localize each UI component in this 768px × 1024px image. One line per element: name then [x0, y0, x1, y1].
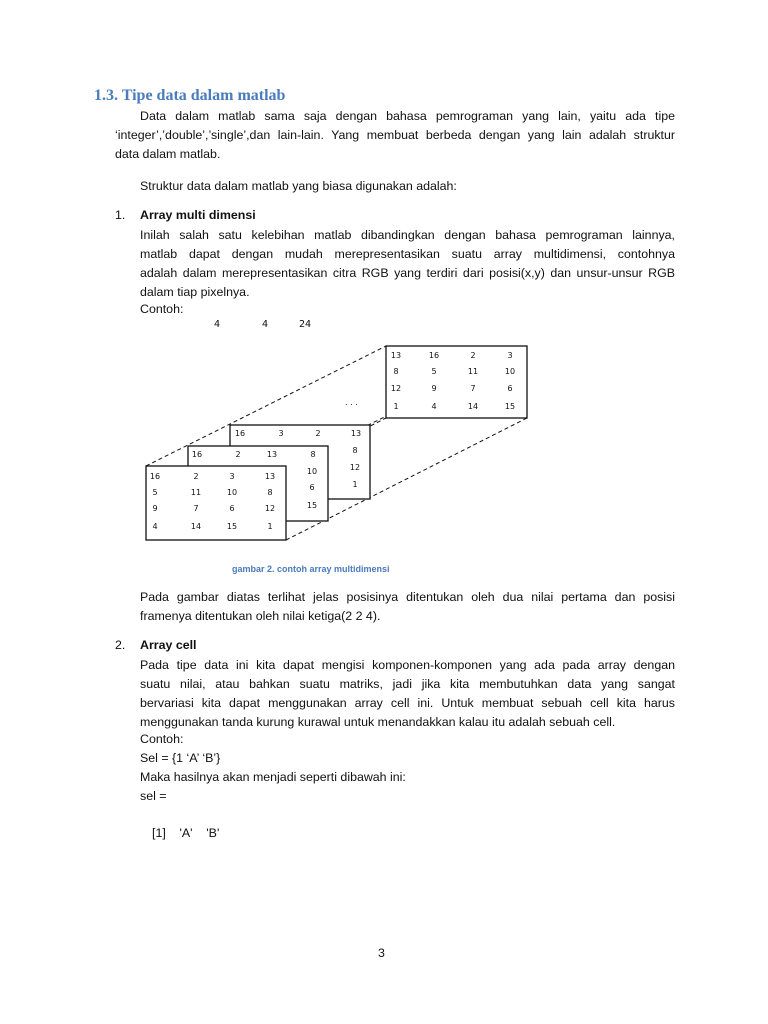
code-sel-output-label: sel = [140, 789, 167, 803]
figure-caption: gambar 2. contoh array multidimensi [232, 564, 390, 574]
frame-3-side-cell: 12 [349, 463, 361, 472]
front-cell: 10 [226, 488, 238, 497]
item-1-number: 1. [115, 208, 126, 222]
front-cell: 9 [152, 504, 158, 513]
intro-line-1: Data dalam matlab sama saja dengan bahasa pemrograman yang lain, yaitu ada tipe [140, 109, 675, 123]
frame-3-cell: 13 [350, 429, 362, 438]
far-cell: 11 [467, 367, 479, 376]
item-1-line-4: dalam tiap pixelnya. [140, 285, 250, 299]
item-2-line-4: menggunakan tanda kurung kurawal untuk menandakkan kalau itu adalah sebuah cell. [140, 715, 616, 729]
far-cell: 4 [431, 402, 437, 411]
front-cell: 7 [193, 504, 199, 513]
far-cell: 14 [467, 402, 479, 411]
far-cell: 12 [390, 384, 402, 393]
frame-2-cell: 8 [310, 450, 316, 459]
frame-3-cell: 2 [315, 429, 321, 438]
front-cell: 12 [264, 504, 276, 513]
far-cell: 15 [504, 402, 516, 411]
front-cell: 15 [226, 522, 238, 531]
far-cell: 3 [507, 351, 513, 360]
page-number: 3 [378, 946, 385, 960]
dim-cols: 4 [262, 319, 269, 330]
intro-line-3: data dalam matlab. [115, 147, 221, 161]
front-cell: 8 [267, 488, 273, 497]
item-2-contoh: Contoh: [140, 732, 184, 746]
far-cell: 5 [431, 367, 437, 376]
frame-2-cell: 16 [191, 450, 203, 459]
far-cell: 10 [504, 367, 516, 376]
hasil-text: Maka hasilnya akan menjadi seperti dibawah ini: [140, 770, 406, 784]
item-2-title: Array cell [140, 638, 197, 652]
frame-3-cell: 3 [278, 429, 284, 438]
item-1-line-3: adalah dalam merepresentasikan citra RGB yang terdiri dari posisi(x,y) dan unsur-unsur RGB [140, 266, 675, 280]
item-1-line-2: matlab dapat dengan mudah merepresentasikan suatu array multidimensi, contohnya [140, 247, 675, 261]
after-line-2: framenya ditentukan oleh nilai ketiga(2 2 4). [140, 609, 381, 623]
item-2-line-2: suatu nilai, atau bahkan suatu matriks, jadi jika kita membutuhkan data yang sangat [140, 677, 675, 691]
dim-frames: 24 [299, 319, 312, 330]
far-cell: 16 [428, 351, 440, 360]
front-cell: 14 [190, 522, 202, 531]
frame-3-side-cell: 8 [352, 446, 358, 455]
far-cell: 1 [393, 402, 399, 411]
far-cell: 6 [507, 384, 513, 393]
far-cell: 2 [470, 351, 476, 360]
front-cell: 1 [267, 522, 273, 531]
code-sel-assign: Sel = {1 ‘A’ ‘B’} [140, 751, 221, 765]
item-2-line-3: bervariasi kita dapat menggunakan array cell ini. Untuk membuat sebuah cell kita harus [140, 696, 675, 710]
frame-3-cell: 16 [234, 429, 246, 438]
front-cell: 3 [229, 472, 235, 481]
front-cell: 16 [149, 472, 161, 481]
front-cell: 11 [190, 488, 202, 497]
ellipsis: . . . [345, 398, 358, 407]
item-1-title: Array multi dimensi [140, 208, 256, 222]
after-line-1: Pada gambar diatas terlihat jelas posisinya ditentukan oleh dua nilai pertama dan posisi [140, 590, 675, 604]
front-cell: 6 [229, 504, 235, 513]
item-2-number: 2. [115, 638, 126, 652]
frame-2-cell: 2 [235, 450, 241, 459]
front-cell: 13 [264, 472, 276, 481]
far-cell: 13 [390, 351, 402, 360]
front-cell: 2 [193, 472, 199, 481]
far-cell: 9 [431, 384, 437, 393]
section-heading: 1.3. Tipe data dalam matlab [94, 87, 286, 104]
dim-rows: 4 [214, 319, 221, 330]
item-1-contoh: Contoh: [140, 302, 184, 316]
item-1-line-1: Inilah salah satu kelebihan matlab dibandingkan dengan bahasa pemrograman lainnya, [140, 228, 675, 242]
frame-2-side-cell: 6 [309, 483, 315, 492]
struktur-text: Struktur data dalam matlab yang biasa digunakan adalah: [140, 179, 457, 193]
item-2-line-1: Pada tipe data ini kita dapat mengisi komponen-komponen yang ada pada array dengan [140, 658, 675, 672]
far-cell: 7 [470, 384, 476, 393]
intro-line-2: ‘integer’,’double’,’single’,dan lain-lain. Yang membuat berbeda dengan yang lain adalah struktur [115, 128, 675, 142]
code-sel-output: [1] 'A' 'B' [152, 826, 220, 840]
front-cell: 5 [152, 488, 158, 497]
frame-3-side-cell: 1 [352, 480, 358, 489]
frame-2-side-cell: 10 [306, 467, 318, 476]
front-cell: 4 [152, 522, 158, 531]
frame-2-cell: 13 [266, 450, 278, 459]
frame-2-side-cell: 15 [306, 501, 318, 510]
far-cell: 8 [393, 367, 399, 376]
